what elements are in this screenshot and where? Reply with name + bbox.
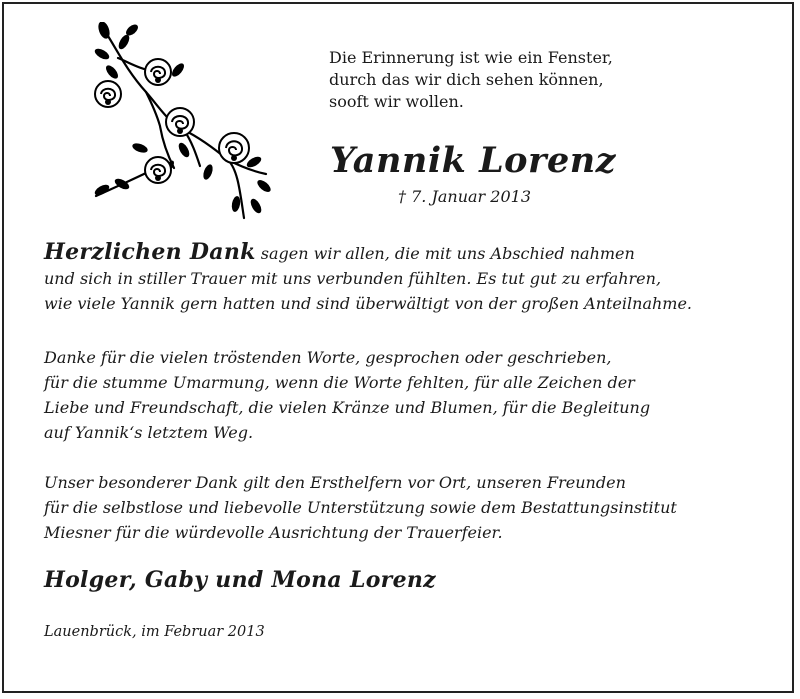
paragraph-line: für die stumme Umarmung, wenn die Worte fehlten, für alle Zeichen der: [44, 373, 635, 392]
paragraph-line: auf Yannik‘s letztem Weg.: [44, 423, 254, 442]
thanks-line: und sich in stiller Trauer mit uns verbunden fühlten. Es tut gut zu erfahren,: [44, 269, 662, 288]
deceased-name: Yannik Lorenz: [330, 140, 617, 181]
special-thanks-paragraph: [44, 470, 677, 545]
thanks-line: sagen wir allen, die mit uns Abschied nahmen: [255, 244, 635, 263]
paragraph-line: für die selbstlose und liebevolle Unterstützung sowie dem Bestattungsinstitut: [44, 498, 677, 517]
death-date: † 7. Januar 2013: [398, 187, 531, 206]
quote-line: sooft wir wollen.: [329, 92, 464, 111]
gratitude-paragraph: [44, 345, 650, 445]
paragraph-line: Liebe und Freundschaft, die vielen Kränze und Blumen, für die Begleitung: [44, 398, 651, 417]
thanks-paragraph: [44, 240, 764, 316]
paragraph-line: Unser besonderer Dank gilt den Ersthelfern vor Ort, unseren Freunden: [44, 473, 626, 492]
paragraph-line: Miesner für die würdevolle Ausrichtung der Trauerfeier.: [44, 523, 503, 542]
place-date: Lauenbrück, im Februar 2013: [44, 624, 265, 640]
roses-illustration: [88, 22, 273, 228]
quote-line: durch das wir dich sehen können,: [329, 70, 604, 89]
signers: Holger, Gaby und Mona Lorenz: [44, 567, 436, 593]
paragraph-line: Danke für die vielen tröstenden Worte, gesprochen oder geschrieben,: [44, 348, 612, 367]
thanks-heading: Herzlichen Dank: [44, 239, 256, 265]
thanks-line: wie viele Yannik gern hatten und sind überwältigt von der großen Anteilnahme.: [44, 294, 693, 313]
memorial-quote: [329, 47, 613, 113]
quote-line: Die Erinnerung ist wie ein Fenster,: [329, 48, 613, 67]
